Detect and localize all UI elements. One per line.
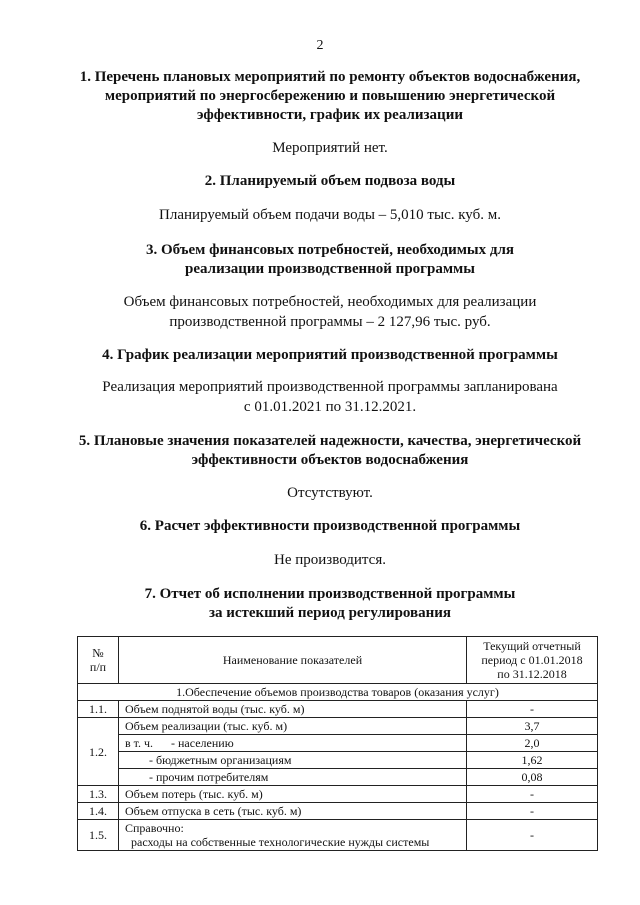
row-1-3-value: -	[467, 786, 598, 803]
row-1-2-other-value: 0,08	[467, 769, 598, 786]
row-1-2-num: 1.2.	[78, 718, 119, 786]
section-3-text-line-1: Объем финансовых потребностей, необходимых для реализации	[123, 294, 537, 310]
row-1-2-name: Объем реализации (тыс. куб. м)	[119, 718, 467, 735]
row-1-1-value: -	[467, 701, 598, 718]
header-value-cell	[467, 637, 598, 684]
section-4-text-line-1: Реализация мероприятий производственной программы запланирована	[102, 379, 558, 395]
header-name-cell: Наименование показателей	[119, 637, 467, 684]
row-1-3-name: Объем потерь (тыс. куб. м)	[119, 786, 467, 803]
section-3-title	[60, 241, 600, 279]
page-number: 2	[316, 38, 324, 53]
section-3-title-line-1: 3. Объем финансовых потребностей, необходимых для	[145, 242, 515, 258]
row-1-5-num: 1.5.	[78, 820, 119, 851]
row-1-4-name: Объем отпуска в сеть (тыс. куб. м)	[119, 803, 467, 820]
row-1-2-including-label: в т. ч.	[125, 736, 154, 750]
table-section-title: 1.Обеспечение объемов производства товаров (оказания услуг)	[78, 684, 598, 701]
section-6-title: 6. Расчет эффективности производственной программы	[139, 518, 521, 534]
row-1-5-reference-text: расходы на собственные технологические нужды системы	[131, 835, 430, 849]
header-value-line-1: Текущий отчетный	[483, 639, 581, 653]
header-num-line-2: п/п	[89, 660, 107, 674]
section-6-text: Не производится.	[274, 552, 386, 568]
section-7-title-line-2: за истекший период регулирования	[208, 605, 452, 621]
row-1-5-reference-label: Справочно:	[125, 821, 184, 835]
section-5-title-line-2: эффективности объектов водоснабжения	[191, 452, 469, 468]
row-1-2-other-name: - прочим потребителям	[119, 769, 467, 786]
header-value-line-2: период с 01.01.2018	[481, 653, 583, 667]
row-1-2-population	[119, 735, 467, 752]
section-1-text: Мероприятий нет.	[272, 140, 388, 156]
section-5-title	[60, 432, 600, 470]
row-1-4-value: -	[467, 803, 598, 820]
table-row	[78, 752, 598, 769]
section-5-text: Отсутствуют.	[287, 485, 373, 501]
section-3-text-line-2: производственной программы – 2 127,96 тыс. руб.	[169, 314, 491, 330]
table-row	[78, 701, 598, 718]
section-7-title-line-1: 7. Отчет об исполнении производственной программы	[144, 586, 516, 602]
section-5-title-line-1: 5. Плановые значения показателей надежности, качества, энергетической	[78, 433, 582, 449]
section-3-text	[60, 292, 600, 332]
section-3-title-line-2: реализации производственной программы	[185, 261, 475, 277]
row-1-2-population-name: - населению	[171, 736, 234, 750]
table-header-row	[78, 637, 598, 684]
table-row	[78, 769, 598, 786]
section-2-text: Планируемый объем подачи воды – 5,010 тыс. куб. м.	[159, 207, 501, 223]
table-row	[78, 735, 598, 752]
section-1-title-line-2: мероприятий по энергосбережению и повышению энергетической	[104, 88, 556, 104]
section-1-title-line-1: 1. Перечень плановых мероприятий по ремонту объектов водоснабжения,	[79, 69, 581, 85]
section-2-title: 2. Планируемый объем подвоза воды	[204, 173, 456, 189]
table-row	[78, 718, 598, 735]
row-1-5-name	[119, 820, 467, 851]
row-1-2-budget-name: - бюджетным организациям	[119, 752, 467, 769]
section-4-title: 4. График реализации мероприятий производственной программы	[102, 347, 558, 363]
row-1-2-population-value: 2,0	[467, 735, 598, 752]
header-num-line-1: №	[92, 646, 104, 660]
section-1-title-line-3: эффективности, график их реализации	[197, 107, 463, 123]
section-4-text	[60, 377, 600, 417]
row-1-2-value: 3,7	[467, 718, 598, 735]
section-7-title	[60, 585, 600, 623]
header-value-line-3: по 31.12.2018	[497, 667, 567, 681]
table-row	[78, 820, 598, 851]
row-1-3-num: 1.3.	[78, 786, 119, 803]
section-4-text-line-2: с 01.01.2021 по 31.12.2021.	[243, 399, 417, 415]
report-table	[77, 636, 598, 851]
row-1-4-num: 1.4.	[78, 803, 119, 820]
table-row	[78, 803, 598, 820]
header-num-cell	[78, 637, 119, 684]
row-1-5-value: -	[467, 820, 598, 851]
table-section-row	[78, 684, 598, 701]
row-1-1-num: 1.1.	[78, 701, 119, 718]
table-row	[78, 786, 598, 803]
row-1-2-budget-value: 1,62	[467, 752, 598, 769]
section-1-title	[60, 68, 600, 125]
row-1-1-name: Объем поднятой воды (тыс. куб. м)	[119, 701, 467, 718]
